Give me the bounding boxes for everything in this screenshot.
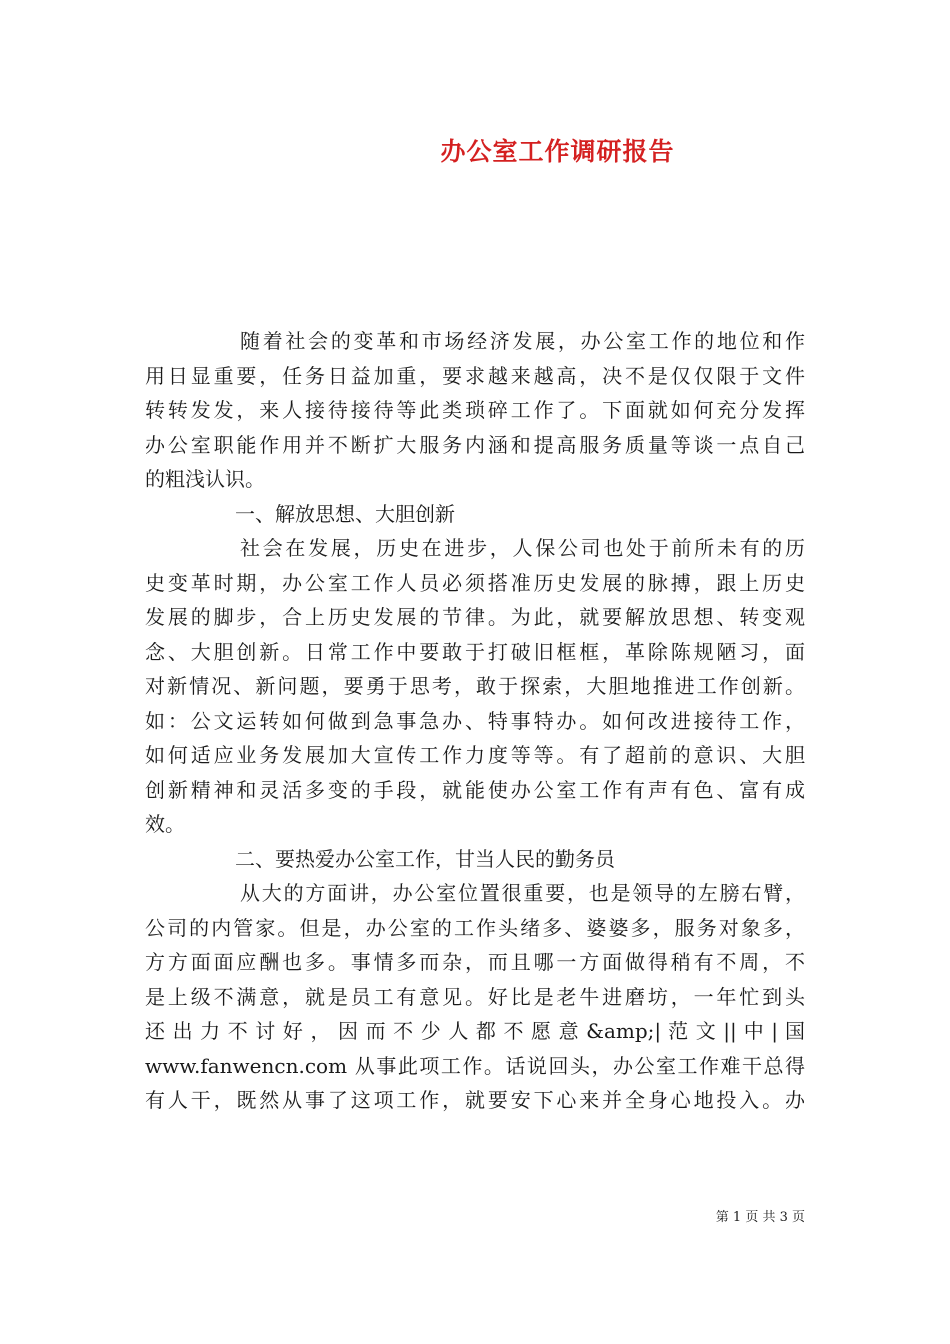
text-line: 随着社会的变革和市场经济发展，办公室工作的地位和作: [240, 329, 805, 353]
text-line: 公司的内管家。但是，办公室的工作头绪多、婆婆多，服务对象多，: [145, 915, 805, 940]
document-title: 办公室工作调研报告: [440, 137, 675, 166]
text-line: www.fanwencn.com 从事此项工作。话说回头，办公室工作难干总得: [145, 1053, 805, 1078]
text-line: 如何适应业务发展加大宣传工作力度等等。有了超前的意识、大胆: [145, 743, 805, 767]
section-heading: 二、要热爱办公室工作，甘当人民的勤务员: [235, 846, 615, 871]
text-line: 用日显重要，任务日益加重，要求越来越高，决不是仅仅限于文件: [145, 363, 805, 388]
text-line: 方方面面应酬也多。事情多而杂，而且哪一方面做得稍有不周，不: [145, 950, 805, 974]
text-line: 是上级不满意，就是员工有意见。好比是老牛进磨坊，一年忙到头: [145, 984, 805, 1009]
text-line: 办公室职能作用并不断扩大服务内涵和提高服务质量等谈一点自己: [145, 432, 805, 457]
text-line: 的粗浅认识。: [145, 467, 265, 491]
text-line: 念、大胆创新。日常工作中要敢于打破旧框框，革除陈规陋习，面: [145, 639, 805, 664]
text-line: 对新情况、新问题，要勇于思考，敢于探索，大胆地推进工作创新。: [145, 674, 805, 698]
text-line: 效。: [145, 812, 185, 836]
text-line: 如：公文运转如何做到急事急办、特事特办。如何改进接待工作，: [145, 708, 805, 733]
text-line: 社会在发展，历史在进步，人保公司也处于前所未有的历: [240, 536, 805, 560]
text-line: 发展的脚步，合上历史发展的节律。为此，就要解放思想、转变观: [145, 605, 805, 629]
text-line: 转转发发，来人接待接待等此类琐碎工作了。下面就如何充分发挥: [145, 398, 805, 422]
text-line: 有人干，既然从事了这项工作，就要安下心来并全身心地投入。办: [145, 1088, 805, 1112]
document-body: [145, 324, 805, 1118]
page-number-footer: 第 1 页 共 3 页: [715, 1210, 805, 1225]
section-heading: 一、解放思想、大胆创新: [235, 501, 455, 526]
text-line: 创新精神和灵活多变的手段，就能使办公室工作有声有色、富有成: [145, 777, 805, 802]
text-line: 史变革时期，办公室工作人员必须搭准历史发展的脉搏，跟上历史: [145, 570, 805, 595]
text-line: 从大的方面讲，办公室位置很重要，也是领导的左膀右臂，: [240, 881, 805, 905]
text-line: 还 出 力 不 讨 好 ， 因 而 不 少 人 都 不 愿 意 &amp;| 范 文 || 中 | 国: [145, 1019, 805, 1043]
